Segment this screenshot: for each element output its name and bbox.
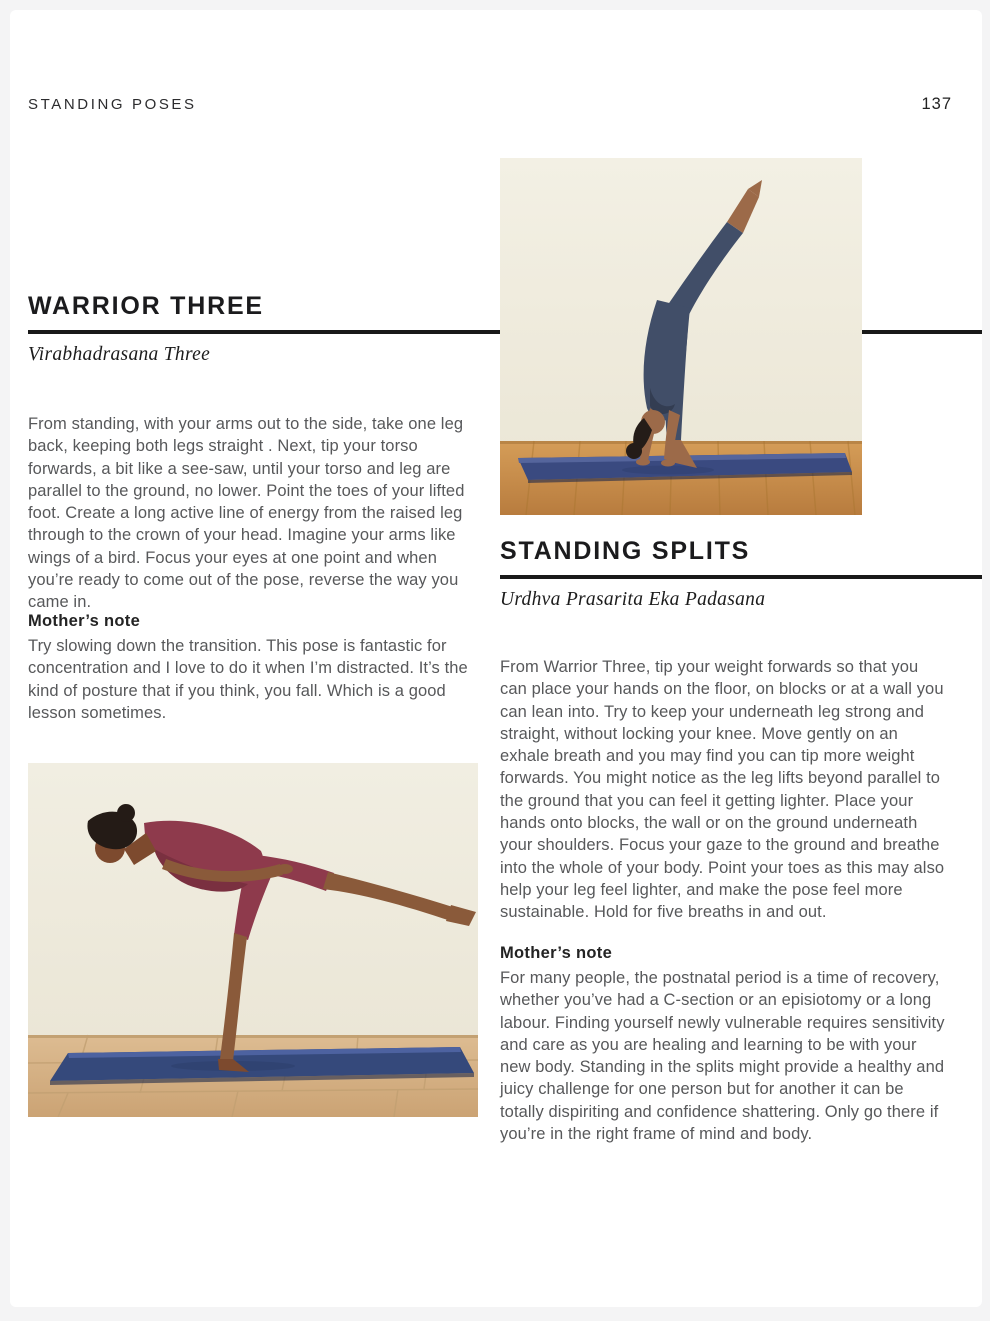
standing-splits-note-body: For many people, the postnatal period is a time of recovery, whether you’ve had a C-section or an episiotomy or a long labour. Finding yourself newly vulnerable requires sensitivity and care as you are healing and learning to be with your new body. Standing in the splits might provide a healthy and juicy challenge for one person but for another it can be totally dispiriting and confidence shattering. Only go there if you’re in the right frame of mind and body.: [500, 969, 945, 1144]
warrior-three-sanskrit-name: Virabhadrasana Three: [28, 344, 211, 365]
page-number: 137: [921, 95, 952, 113]
book-page: [10, 10, 982, 1307]
warrior-three-photo: [28, 763, 478, 1117]
standing-splits-description: From Warrior Three, tip your weight forwards so that you can place your hands on the floor, on blocks or at a wall you can lean into. Try to keep your underneath leg strong and straight, without locking your knee. Move gently on an exhale breath and you may find you can tip more weight forwards. You might notice as the leg lifts beyond parallel to the ground that you can feel it getting lighter. Place your hands onto blocks, the wall or on the ground underneath your shoulders. Focus your gaze to the ground and breathe into the whole of your body. Point your toes as this may also help your leg feel lighter, and make the pose feel more sustainable. Hold for five breaths in and out.: [500, 658, 945, 922]
warrior-three-title: WARRIOR THREE: [28, 292, 264, 320]
warrior-three-note-heading: Mother’s note: [28, 612, 141, 630]
standing-splits-sanskrit-name: Urdhva Prasarita Eka Padasana: [500, 589, 766, 610]
standing-splits-title: STANDING SPLITS: [500, 537, 751, 565]
standing-splits-note-heading: Mother’s note: [500, 944, 613, 962]
warrior-three-note-body: Try slowing down the transition. This pose is fantastic for concentration and I love to do it when I’m distracted. It’s the kind of posture that if you think, you fall. Which is a good lesson sometimes.: [28, 637, 468, 722]
section-header: STANDING POSES: [28, 96, 197, 113]
warrior-three-description: From standing, with your arms out to the side, take one leg back, keeping both legs straight . Next, tip your torso forwards, a bit like a see-saw, until your torso and leg are parallel to the ground, no lower. Point the toes of your lifted foot. Create a long active line of energy from the raised leg through to the crown of your head. Imagine your arms like wings of a bird. Focus your eyes at one point and when you’re ready to come out of the pose, reverse the way you came in.: [28, 415, 465, 612]
standing-splits-title-rule: [500, 575, 982, 579]
standing-splits-photo: [500, 158, 862, 515]
